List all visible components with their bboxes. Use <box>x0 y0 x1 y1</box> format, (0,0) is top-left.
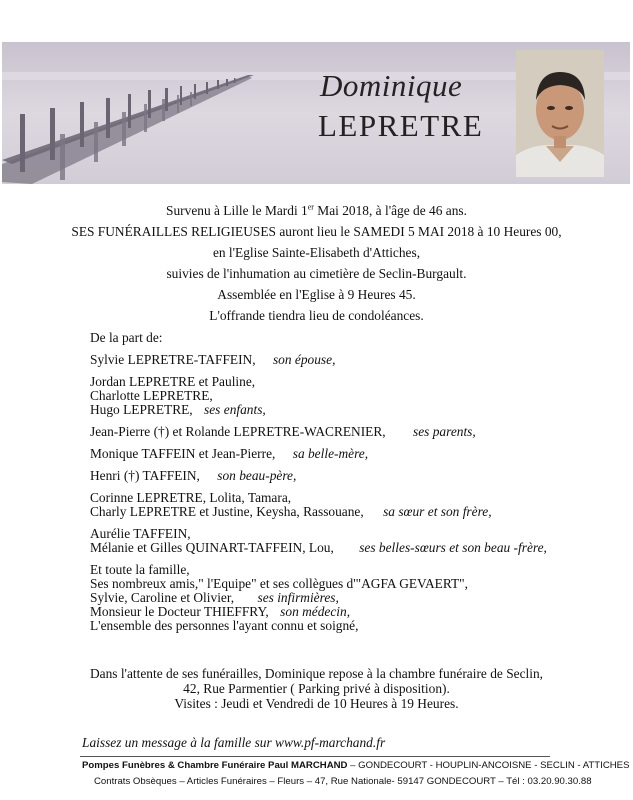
doctor-role: son médecin, <box>280 604 351 619</box>
funeral-date-line: SES FUNÉRAILLES RELIGIEUSES auront lieu le SAMEDI 5 MAI 2018 à 10 Heures 00, <box>71 224 562 239</box>
company-name: Pompes Funèbres & Chambre Funéraire Paul MARCHAND <box>82 760 348 771</box>
burial-line: suivies de l'inhumation au cimetière de Seclin-Burgault. <box>166 266 467 281</box>
offering-line: L'offrande tiendra lieu de condoléances. <box>209 308 424 323</box>
family-others-5: L'ensemble des personnes l'ayant connu et soigné, <box>90 618 359 633</box>
spouse-name: Sylvie LEPRETRE-TAFFEIN, <box>90 352 256 367</box>
footer-divider <box>80 756 550 757</box>
family-father-in-law <box>90 468 296 484</box>
parents-role: ses parents, <box>413 424 476 439</box>
nurses-names: Sylvie, Caroline et Olivier, <box>90 590 235 605</box>
portrait-image <box>516 50 604 177</box>
death-notice-text-end: Mai 2018, à l'âge de 46 ans. <box>313 203 467 218</box>
children-role: ses enfants, <box>204 402 266 417</box>
siblings-names: Charly LEPRETRE et Justine, Keysha, Rassouane, <box>90 504 364 519</box>
death-notice-text: Survenu à Lille le Mardi 1 <box>166 203 308 218</box>
siblings-role: sa sœur et son frère, <box>383 504 492 519</box>
family-children-1: Jordan LEPRETRE et Pauline, <box>90 374 256 389</box>
family-children-3 <box>90 402 266 418</box>
child-name: Hugo LEPRETRE, <box>90 402 193 417</box>
family-spouse <box>90 352 335 368</box>
footer-contact-line: Contrats Obsèques – Articles Funéraires – Fleurs – 47, Rue Nationale- 59147 GONDECOURT – Tél : 03.20.90.30.88 <box>94 776 592 787</box>
family-intro: De la part de: <box>90 330 163 345</box>
father-in-law-role: son beau-père, <box>217 468 297 483</box>
family-others-2: Ses nombreux amis," l'Equipe" et ses collègues d'"AGFA GEVAERT", <box>90 576 468 591</box>
family-siblings-2 <box>90 504 492 520</box>
nurses-role: ses infirmières, <box>257 590 339 605</box>
family-others-1: Et toute la famille, <box>90 562 190 577</box>
visit-line-2: 42, Rue Parmentier ( Parking privé à disposition). <box>183 681 450 696</box>
mother-in-law-names: Monique TAFFEIN et Jean-Pierre, <box>90 446 276 461</box>
deceased-first-name: Dominique <box>320 68 463 103</box>
visit-line-3: Visites : Jeudi et Vendredi de 10 Heures à 19 Heures. <box>174 696 459 711</box>
portrait-photo <box>516 50 604 177</box>
doctor-name: Monsieur le Docteur THIEFFRY, <box>90 604 269 619</box>
father-in-law-name: Henri (†) TAFFEIN, <box>90 468 200 483</box>
church-line: en l'Eglise Sainte-Elisabeth d'Attiches, <box>212 245 421 260</box>
parents-names: Jean-Pierre (†) et Rolande LEPRETRE-WACRENIER, <box>90 424 386 439</box>
deceased-last-name: LEPRETRE <box>318 108 484 143</box>
online-message-link[interactable]: Laissez un message à la famille sur www.pf-marchand.fr <box>82 735 386 750</box>
spouse-role: son épouse, <box>272 352 336 367</box>
family-in-laws-1: Aurélie TAFFEIN, <box>90 526 191 541</box>
assembly-line: Assemblée en l'Eglise à 9 Heures 45. <box>217 287 416 302</box>
date-ordinal: er <box>307 202 314 212</box>
in-laws-names: Mélanie et Gilles QUINART-TAFFEIN, Lou, <box>90 540 334 555</box>
family-in-laws-2 <box>90 540 547 556</box>
family-mother-in-law <box>90 446 368 462</box>
company-locations: – GONDECOURT - HOUPLIN-ANCOISNE - SECLIN - ATTICHES <box>347 760 630 771</box>
mother-in-law-role: sa belle-mère, <box>292 446 369 461</box>
death-notice-line <box>0 203 633 219</box>
visit-line-1: Dans l'attente de ses funérailles, Dominique repose à la chambre funéraire de Seclin, <box>89 666 544 681</box>
family-parents <box>90 424 476 440</box>
in-laws-role: ses belles-sœurs et son beau -frère, <box>359 540 547 555</box>
family-children-2: Charlotte LEPRETRE, <box>90 388 213 403</box>
footer-company-line <box>82 760 629 771</box>
family-siblings-1: Corinne LEPRETRE, Lolita, Tamara, <box>90 490 292 505</box>
